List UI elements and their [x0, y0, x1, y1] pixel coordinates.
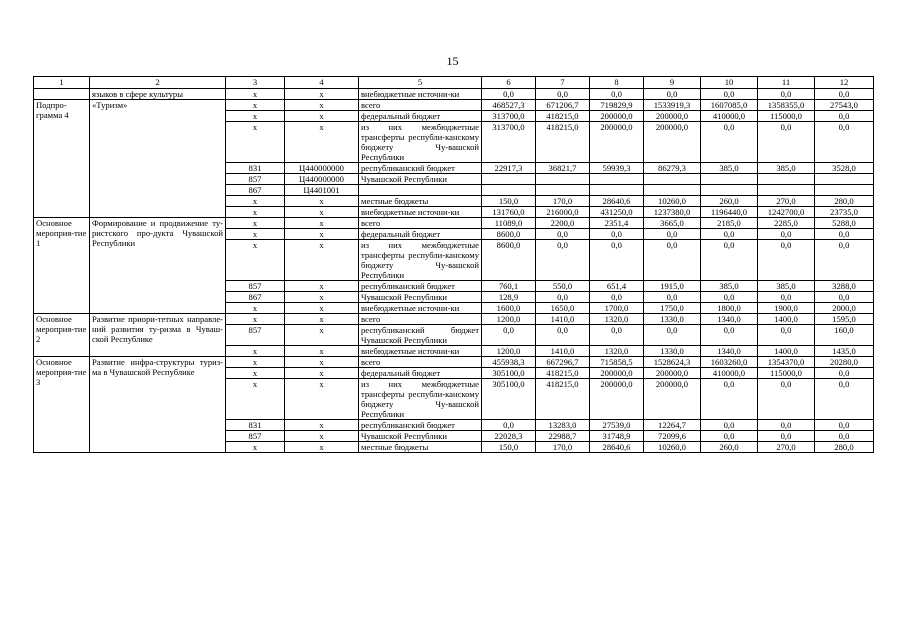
program-title-cell: языков в сфере культуры	[90, 89, 226, 100]
value-cell: 0,0	[644, 89, 701, 100]
value-cell: 72099,6	[644, 431, 701, 442]
funding-source-cell: всего	[359, 218, 482, 229]
value-cell: 1915,0	[644, 281, 701, 292]
value-cell: 0,0	[701, 229, 758, 240]
value-cell: 22988,7	[536, 431, 590, 442]
value-cell: 10260,0	[644, 196, 701, 207]
value-cell: 1603260,0	[701, 357, 758, 368]
value-cell: 0,0	[536, 89, 590, 100]
value-cell: 1600,0	[482, 303, 536, 314]
program-title-cell: Формирование и продвижение ту-ристского про-дукта Чувашской Республики	[90, 218, 226, 314]
value-cell: 200000,0	[644, 368, 701, 379]
value-cell: 0,0	[815, 292, 874, 303]
value-cell: 410000,0	[701, 111, 758, 122]
value-cell: 11089,0	[482, 218, 536, 229]
funding-source-cell: местные бюджеты	[359, 442, 482, 453]
value-cell	[482, 174, 536, 185]
funding-source-cell: федеральный бюджет	[359, 229, 482, 240]
header-cell: 9	[644, 77, 701, 89]
value-cell: 0,0	[758, 325, 815, 346]
value-cell: 8600,0	[482, 240, 536, 281]
value-cell: 305100,0	[482, 368, 536, 379]
value-cell: 719829,9	[590, 100, 644, 111]
value-cell: 0,0	[644, 292, 701, 303]
value-cell: 270,0	[758, 442, 815, 453]
value-cell: 0,0	[482, 420, 536, 431]
value-cell: 0,0	[701, 292, 758, 303]
funding-source-cell: республиканский бюджет	[359, 163, 482, 174]
funding-source-cell: федеральный бюджет	[359, 111, 482, 122]
program-name-cell: Основное мероприя-тие 2	[34, 314, 90, 357]
value-cell: 0,0	[644, 229, 701, 240]
value-cell: 0,0	[815, 122, 874, 163]
value-cell: 115000,0	[758, 368, 815, 379]
header-cell: 2	[90, 77, 226, 89]
value-cell: 550,0	[536, 281, 590, 292]
value-cell: 170,0	[536, 196, 590, 207]
value-cell: 0,0	[536, 292, 590, 303]
value-cell: 1410,0	[536, 346, 590, 357]
value-cell: 1750,0	[644, 303, 701, 314]
value-cell: 27539,0	[590, 420, 644, 431]
value-cell: 0,0	[482, 325, 536, 346]
table-row	[34, 100, 874, 111]
value-cell: 1410,0	[536, 314, 590, 325]
value-cell: 0,0	[536, 325, 590, 346]
value-cell: 2000,0	[815, 303, 874, 314]
table-row	[34, 89, 874, 100]
target-code-cell: Ц440000000	[285, 163, 359, 174]
funding-source-cell: внебюджетные источни-ки	[359, 346, 482, 357]
funding-source-cell: из них межбюджетные трансферты республи-канскому бюджету Чу-вашской Республики	[359, 379, 482, 420]
code-cell: х	[226, 122, 285, 163]
value-cell: 0,0	[758, 240, 815, 281]
target-code-cell: х	[285, 346, 359, 357]
code-cell: 831	[226, 163, 285, 174]
value-cell: 5288,0	[815, 218, 874, 229]
value-cell: 200000,0	[590, 379, 644, 420]
value-cell: 1354370,0	[758, 357, 815, 368]
value-cell: 313700,0	[482, 122, 536, 163]
value-cell: 0,0	[701, 420, 758, 431]
value-cell	[758, 174, 815, 185]
header-cell: 11	[758, 77, 815, 89]
target-code-cell: х	[285, 100, 359, 111]
value-cell: 150,0	[482, 442, 536, 453]
code-cell: х	[226, 314, 285, 325]
target-code-cell: х	[285, 281, 359, 292]
funding-source-cell: всего	[359, 100, 482, 111]
value-cell: 0,0	[758, 379, 815, 420]
value-cell	[701, 174, 758, 185]
value-cell: 86279,3	[644, 163, 701, 174]
funding-source-cell	[359, 185, 482, 196]
value-cell: 0,0	[815, 431, 874, 442]
value-cell: 1200,0	[482, 346, 536, 357]
value-cell	[590, 185, 644, 196]
value-cell: 2285,0	[758, 218, 815, 229]
target-code-cell: х	[285, 122, 359, 163]
code-cell: х	[226, 240, 285, 281]
value-cell: 468527,3	[482, 100, 536, 111]
program-title-cell: Развитие приори-тетных направле-ний развития ту-ризма в Чуваш-ской Республике	[90, 314, 226, 357]
value-cell: 36821,7	[536, 163, 590, 174]
code-cell: х	[226, 229, 285, 240]
value-cell	[758, 185, 815, 196]
code-cell: 867	[226, 292, 285, 303]
funding-source-cell: Чувашской Республики	[359, 431, 482, 442]
header-cell: 10	[701, 77, 758, 89]
code-cell: х	[226, 111, 285, 122]
value-cell: 1435,0	[815, 346, 874, 357]
value-cell: 0,0	[758, 420, 815, 431]
code-cell: 857	[226, 281, 285, 292]
value-cell: 1400,0	[758, 346, 815, 357]
code-cell: 857	[226, 325, 285, 346]
value-cell: 385,0	[758, 281, 815, 292]
value-cell: 1340,0	[701, 346, 758, 357]
value-cell: 280,0	[815, 196, 874, 207]
value-cell: 13283,0	[536, 420, 590, 431]
value-cell: 760,1	[482, 281, 536, 292]
program-title-cell: Развитие инфра-структуры туриз-ма в Чувашской Республике	[90, 357, 226, 453]
value-cell: 418215,0	[536, 122, 590, 163]
code-cell: 867	[226, 185, 285, 196]
target-code-cell: х	[285, 368, 359, 379]
value-cell: 27543,0	[815, 100, 874, 111]
value-cell: 200000,0	[644, 122, 701, 163]
target-code-cell: х	[285, 431, 359, 442]
funding-source-cell: всего	[359, 357, 482, 368]
value-cell: 1595,0	[815, 314, 874, 325]
value-cell: 1650,0	[536, 303, 590, 314]
code-cell: х	[226, 442, 285, 453]
value-cell: 0,0	[815, 379, 874, 420]
funding-source-cell: Чувашской Республики	[359, 174, 482, 185]
target-code-cell: Ц440000000	[285, 174, 359, 185]
value-cell: 1533919,3	[644, 100, 701, 111]
value-cell: 1242700,0	[758, 207, 815, 218]
value-cell: 150,0	[482, 196, 536, 207]
value-cell: 170,0	[536, 442, 590, 453]
value-cell: 1358355,0	[758, 100, 815, 111]
funding-source-cell: республиканский бюджет	[359, 420, 482, 431]
header-cell: 12	[815, 77, 874, 89]
code-cell: х	[226, 207, 285, 218]
code-cell: 857	[226, 431, 285, 442]
value-cell: 1900,0	[758, 303, 815, 314]
code-cell: х	[226, 218, 285, 229]
value-cell: 0,0	[590, 240, 644, 281]
value-cell: 1237380,0	[644, 207, 701, 218]
funding-source-cell: из них межбюджетные трансферты республи-канскому бюджету Чу-вашской Республики	[359, 240, 482, 281]
code-cell: х	[226, 303, 285, 314]
value-cell: 1528624,3	[644, 357, 701, 368]
target-code-cell: х	[285, 379, 359, 420]
code-cell: х	[226, 357, 285, 368]
target-code-cell: х	[285, 314, 359, 325]
value-cell: 0,0	[815, 420, 874, 431]
value-cell: 0,0	[701, 325, 758, 346]
value-cell: 418215,0	[536, 368, 590, 379]
value-cell: 0,0	[815, 89, 874, 100]
value-cell	[536, 174, 590, 185]
code-cell: х	[226, 379, 285, 420]
header-cell: 6	[482, 77, 536, 89]
table-row	[34, 357, 874, 368]
header-cell: 7	[536, 77, 590, 89]
value-cell: 385,0	[758, 163, 815, 174]
funding-source-cell: внебюджетные источни-ки	[359, 303, 482, 314]
value-cell: 260,0	[701, 196, 758, 207]
value-cell: 200000,0	[644, 111, 701, 122]
value-cell: 0,0	[590, 325, 644, 346]
value-cell: 270,0	[758, 196, 815, 207]
header-cell: 3	[226, 77, 285, 89]
value-cell: 22028,3	[482, 431, 536, 442]
budget-table	[33, 76, 874, 453]
value-cell: 0,0	[590, 229, 644, 240]
value-cell: 385,0	[701, 281, 758, 292]
value-cell: 1320,0	[590, 346, 644, 357]
value-cell: 1700,0	[590, 303, 644, 314]
value-cell: 2351,4	[590, 218, 644, 229]
value-cell: 10260,0	[644, 442, 701, 453]
value-cell: 410000,0	[701, 368, 758, 379]
value-cell: 8600,0	[482, 229, 536, 240]
funding-source-cell: республиканский бюджет Чувашской Республики	[359, 325, 482, 346]
value-cell	[644, 174, 701, 185]
value-cell: 23735,0	[815, 207, 874, 218]
value-cell: 0,0	[758, 89, 815, 100]
value-cell: 1320,0	[590, 314, 644, 325]
value-cell: 455938,3	[482, 357, 536, 368]
value-cell: 0,0	[815, 240, 874, 281]
code-cell: 857	[226, 174, 285, 185]
value-cell	[701, 185, 758, 196]
target-code-cell: х	[285, 325, 359, 346]
value-cell	[482, 185, 536, 196]
value-cell: 0,0	[758, 431, 815, 442]
program-name-cell: Основное мероприя-тие 3	[34, 357, 90, 453]
value-cell: 1400,0	[758, 314, 815, 325]
value-cell: 3665,0	[644, 218, 701, 229]
value-cell: 0,0	[590, 89, 644, 100]
value-cell: 200000,0	[644, 379, 701, 420]
value-cell: 160,0	[815, 325, 874, 346]
value-cell: 305100,0	[482, 379, 536, 420]
value-cell: 0,0	[815, 111, 874, 122]
value-cell: 260,0	[701, 442, 758, 453]
target-code-cell: х	[285, 196, 359, 207]
value-cell: 667296,7	[536, 357, 590, 368]
funding-source-cell: федеральный бюджет	[359, 368, 482, 379]
value-cell: 59939,3	[590, 163, 644, 174]
value-cell: 131760,0	[482, 207, 536, 218]
value-cell	[536, 185, 590, 196]
program-name-cell	[34, 89, 90, 100]
value-cell: 0,0	[815, 229, 874, 240]
value-cell: 0,0	[701, 122, 758, 163]
value-cell: 0,0	[701, 89, 758, 100]
value-cell: 0,0	[536, 229, 590, 240]
code-cell: 831	[226, 420, 285, 431]
target-code-cell: х	[285, 111, 359, 122]
value-cell	[644, 185, 701, 196]
value-cell: 1340,0	[701, 314, 758, 325]
code-cell: х	[226, 100, 285, 111]
funding-source-cell: из них межбюджетные трансферты республи-канскому бюджету Чу-вашской Республики	[359, 122, 482, 163]
value-cell: 20280,0	[815, 357, 874, 368]
funding-source-cell: республиканский бюджет	[359, 281, 482, 292]
value-cell: 0,0	[482, 89, 536, 100]
funding-source-cell: местные бюджеты	[359, 196, 482, 207]
header-cell: 5	[359, 77, 482, 89]
funding-source-cell: Чувашской Республики	[359, 292, 482, 303]
value-cell: 200000,0	[590, 122, 644, 163]
value-cell: 3528,0	[815, 163, 874, 174]
value-cell: 1330,0	[644, 314, 701, 325]
value-cell: 0,0	[701, 379, 758, 420]
target-code-cell: х	[285, 229, 359, 240]
value-cell: 31748,9	[590, 431, 644, 442]
value-cell	[815, 185, 874, 196]
value-cell	[815, 174, 874, 185]
value-cell: 22917,3	[482, 163, 536, 174]
value-cell: 12264,7	[644, 420, 701, 431]
value-cell: 0,0	[701, 240, 758, 281]
value-cell: 28640,6	[590, 196, 644, 207]
table-body	[34, 77, 874, 453]
value-cell: 431250,0	[590, 207, 644, 218]
value-cell: 418215,0	[536, 379, 590, 420]
value-cell: 0,0	[701, 431, 758, 442]
value-cell: 0,0	[758, 229, 815, 240]
value-cell: 3288,0	[815, 281, 874, 292]
value-cell: 1607085,0	[701, 100, 758, 111]
value-cell: 28640,6	[590, 442, 644, 453]
target-code-cell: Ц4401001	[285, 185, 359, 196]
value-cell	[590, 174, 644, 185]
target-code-cell: х	[285, 240, 359, 281]
funding-source-cell: внебюджетные источни-ки	[359, 207, 482, 218]
value-cell: 0,0	[644, 325, 701, 346]
header-cell: 8	[590, 77, 644, 89]
value-cell: 0,0	[536, 240, 590, 281]
value-cell: 0,0	[758, 122, 815, 163]
value-cell: 1196440,0	[701, 207, 758, 218]
value-cell: 0,0	[590, 292, 644, 303]
value-cell: 0,0	[758, 292, 815, 303]
value-cell: 280,0	[815, 442, 874, 453]
funding-source-cell: внебюджетные источни-ки	[359, 89, 482, 100]
value-cell: 2200,0	[536, 218, 590, 229]
program-name-cell: Подпро-грамма 4	[34, 100, 90, 218]
value-cell: 1200,0	[482, 314, 536, 325]
value-cell: 671206,7	[536, 100, 590, 111]
value-cell: 418215,0	[536, 111, 590, 122]
code-cell: х	[226, 346, 285, 357]
table-row	[34, 314, 874, 325]
table-row	[34, 218, 874, 229]
target-code-cell: х	[285, 292, 359, 303]
program-title-cell: «Туризм»	[90, 100, 226, 218]
page-number: 15	[446, 54, 459, 68]
target-code-cell: х	[285, 218, 359, 229]
value-cell: 200000,0	[590, 111, 644, 122]
header-cell: 4	[285, 77, 359, 89]
target-code-cell: х	[285, 303, 359, 314]
target-code-cell: х	[285, 442, 359, 453]
value-cell: 0,0	[815, 368, 874, 379]
program-name-cell: Основное мероприя-тие 1	[34, 218, 90, 314]
value-cell: 128,9	[482, 292, 536, 303]
target-code-cell: х	[285, 207, 359, 218]
code-cell: х	[226, 368, 285, 379]
code-cell: х	[226, 89, 285, 100]
header-row	[34, 77, 874, 89]
target-code-cell: х	[285, 357, 359, 368]
funding-source-cell: всего	[359, 314, 482, 325]
value-cell: 313700,0	[482, 111, 536, 122]
value-cell: 0,0	[644, 240, 701, 281]
value-cell: 216000,0	[536, 207, 590, 218]
value-cell: 385,0	[701, 163, 758, 174]
header-cell: 1	[34, 77, 90, 89]
target-code-cell: х	[285, 89, 359, 100]
target-code-cell: х	[285, 420, 359, 431]
value-cell: 2185,0	[701, 218, 758, 229]
value-cell: 715858,5	[590, 357, 644, 368]
value-cell: 1330,0	[644, 346, 701, 357]
value-cell: 200000,0	[590, 368, 644, 379]
value-cell: 651,4	[590, 281, 644, 292]
value-cell: 115000,0	[758, 111, 815, 122]
code-cell: х	[226, 196, 285, 207]
value-cell: 1800,0	[701, 303, 758, 314]
